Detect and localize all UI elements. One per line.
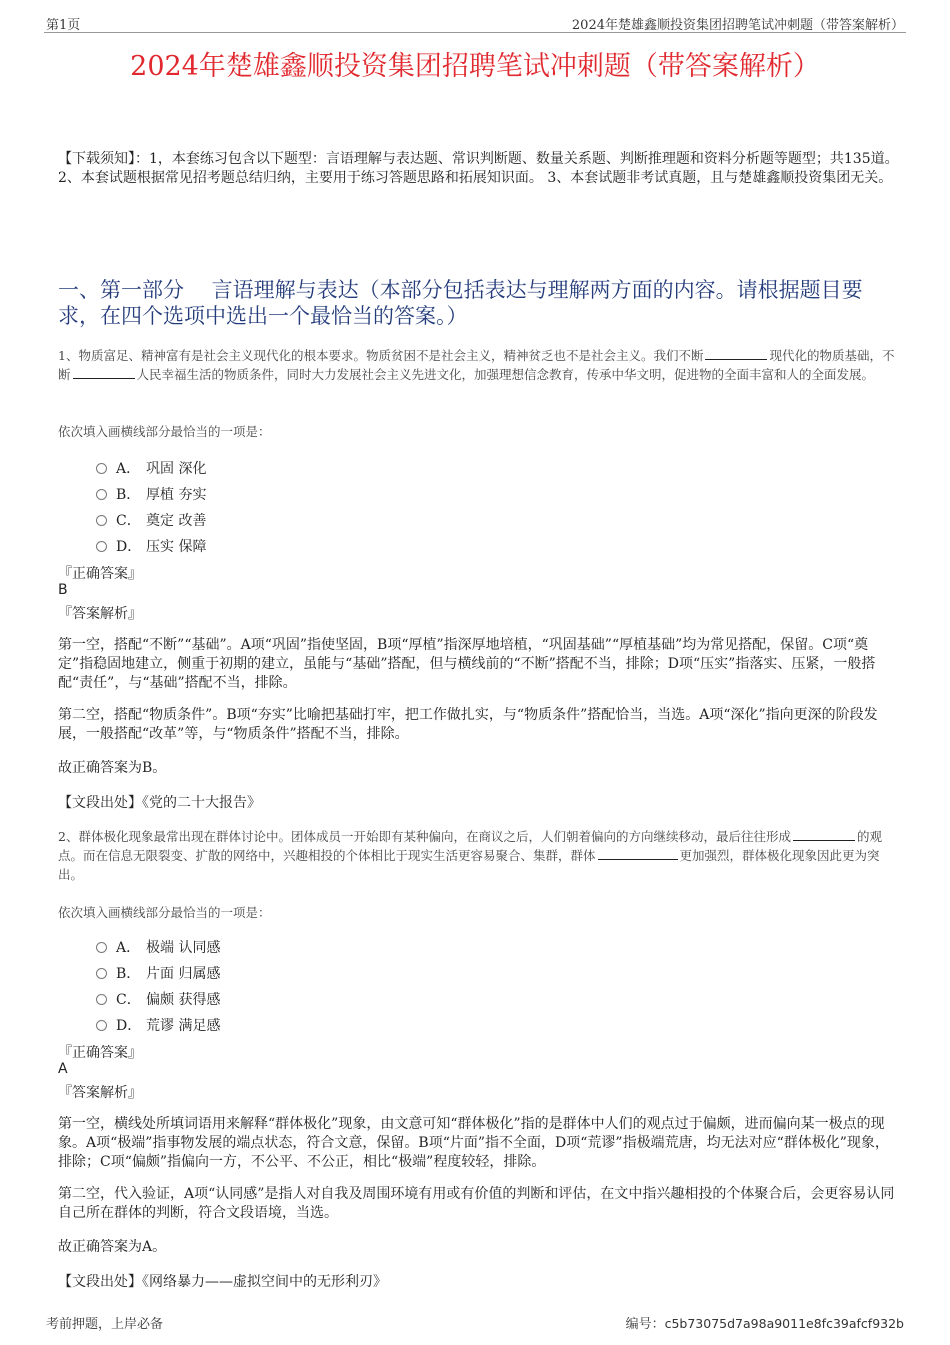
radio-icon[interactable] [96, 489, 107, 500]
question-1-option-a[interactable]: A． 巩固 深化 [96, 458, 206, 478]
document-title: 2024年楚雄鑫顺投资集团招聘笔试冲刺题（带答案解析） [130, 51, 820, 82]
question-2-prompt: 依次填入画横线部分最恰当的一项是： [58, 905, 271, 920]
question-2-answer: A [58, 1061, 68, 1077]
question-2-stem: 2、群体极化现象最常出现在群体讨论中。团体成员一开始即有某种偏向，在商议之后，人们朝着偏向的方向继续移动，最后往往形成 的观点。而在信息无限裂变、扩散的网络中，兴趣相投的个体相比于现实生活更容易聚合、集群，群体 更加强烈，群体极化现象因此更为突出。 [58, 829, 882, 882]
question-2-conclusion: 故正确答案为A。 [58, 1239, 167, 1255]
fill-blank [598, 848, 678, 860]
radio-icon[interactable] [96, 541, 107, 552]
footer-code: 编号：c5b73075d7a98a9011e8fc39afcf932b [625, 1316, 904, 1332]
question-1-stem: 1、物质富足、精神富有是社会主义现代化的根本要求。物质贫困不是社会主义，精神贫乏也不是社会主义。我们不断 现代化的物质基础，不断 人民幸福生活的物质条件，同时大力发展社会主义先进文化，加强理想信念教育，传承中华文明，促进物的全面丰富和人的全面发展。 [58, 348, 895, 382]
question-2-option-c[interactable]: C． 偏颇 获得感 [96, 989, 220, 1009]
question-2-analysis-label: 『答案解析』 [58, 1085, 142, 1101]
radio-icon[interactable] [96, 994, 107, 1005]
question-2-analysis-paragraph: 第一空，横线处所填词语用来解释“群体极化”现象，由文意可知“群体极化”指的是群体中人们的观点过于偏颇，进而偏向某一极点的现象。A项“极端”指事物发展的端点状态，符合文意，保留。B项“片面”指不全面，D项“荒谬”指极端荒唐，均无法对应“群体极化”现象，排除；C项“偏颇”指偏向一方，不公平、不公正，相比“极端”程度较轻，排除。 [58, 1116, 889, 1170]
question-1-source: 【文段出处】《党的二十大报告》 [58, 795, 261, 811]
radio-icon[interactable] [96, 463, 107, 474]
fill-blank [793, 829, 855, 841]
footer-slogan: 考前押题，上岸必备 [46, 1317, 164, 1332]
question-2-correct-answer-label: 『正确答案』 [58, 1045, 142, 1061]
radio-icon[interactable] [96, 1020, 107, 1031]
fill-blank [73, 367, 135, 379]
question-1-analysis-paragraph: 第一空，搭配“不断”“基础”。A项“巩固”指使坚固，B项“厚植”指深厚地培植，“巩固基础”“厚植基础”均为常见搭配，保留。C项“奠定”指稳固地建立，侧重于初期的建立，虽能与“基础”搭配，但与横线前的“不断”搭配不当，排除；D项“压实”指落实、压紧，一般搭配“责任”，与“基础”搭配不当，排除。 [58, 637, 876, 691]
question-2-source: 【文段出处】《网络暴力——虚拟空间中的无形利刃》 [58, 1274, 387, 1290]
radio-icon[interactable] [96, 942, 107, 953]
question-1-correct-answer-label: 『正确答案』 [58, 566, 142, 582]
question-1-analysis-paragraph: 第二空，搭配“物质条件”。B项“夯实”比喻把基础打牢，把工作做扎实，与“物质条件”搭配恰当，当选。A项“深化”指向更深的阶段发展，一般搭配“改革”等，与“物质条件”搭配不当，排除。 [58, 707, 878, 742]
question-2-option-b[interactable]: B． 片面 归属感 [96, 963, 220, 983]
question-1-conclusion: 故正确答案为B。 [58, 760, 167, 776]
question-2-option-d[interactable]: D． 荒谬 满足感 [96, 1015, 220, 1035]
header-divider [44, 32, 906, 33]
question-1-option-b[interactable]: B． 厚植 夯实 [96, 484, 206, 504]
question-1-prompt: 依次填入画横线部分最恰当的一项是： [58, 424, 271, 439]
question-1-analysis-label: 『答案解析』 [58, 606, 142, 622]
fill-blank [705, 348, 767, 360]
question-1-option-c[interactable]: C． 奠定 改善 [96, 510, 206, 530]
download-notice: 【下载须知】：1，本套练习包含以下题型：言语理解与表达题、常识判断题、数量关系题、判断推理题和资料分析题等题型；共135道。 2、本套试题根据常见招考题总结归纳，主要用于练习答题思路和拓展知识面。 3、本套试题非考试真题，且与楚雄鑫顺投资集团无关。 [58, 151, 899, 186]
radio-icon[interactable] [96, 968, 107, 979]
running-header-title: 2024年楚雄鑫顺投资集团招聘笔试冲刺题（带答案解析） [571, 18, 904, 33]
radio-icon[interactable] [96, 515, 107, 526]
question-2-option-a[interactable]: A． 极端 认同感 [96, 937, 220, 957]
question-1-option-d[interactable]: D． 压实 保障 [96, 536, 206, 556]
page-number: 第1页 [46, 18, 81, 33]
section-heading: 一、第一部分 言语理解与表达（本部分包括表达与理解两方面的内容。请根据题目要求，在四个选项中选出一个最恰当的答案。） [58, 278, 863, 328]
question-2-analysis-paragraph: 第二空，代入验证，A项“认同感”是指人对自我及周围环境有用或有价值的判断和评估，在文中指兴趣相投的个体聚合后，会更容易认同自己所在群体的判断，符合文段语境，当选。 [58, 1186, 895, 1221]
question-1-answer: B [58, 582, 68, 598]
